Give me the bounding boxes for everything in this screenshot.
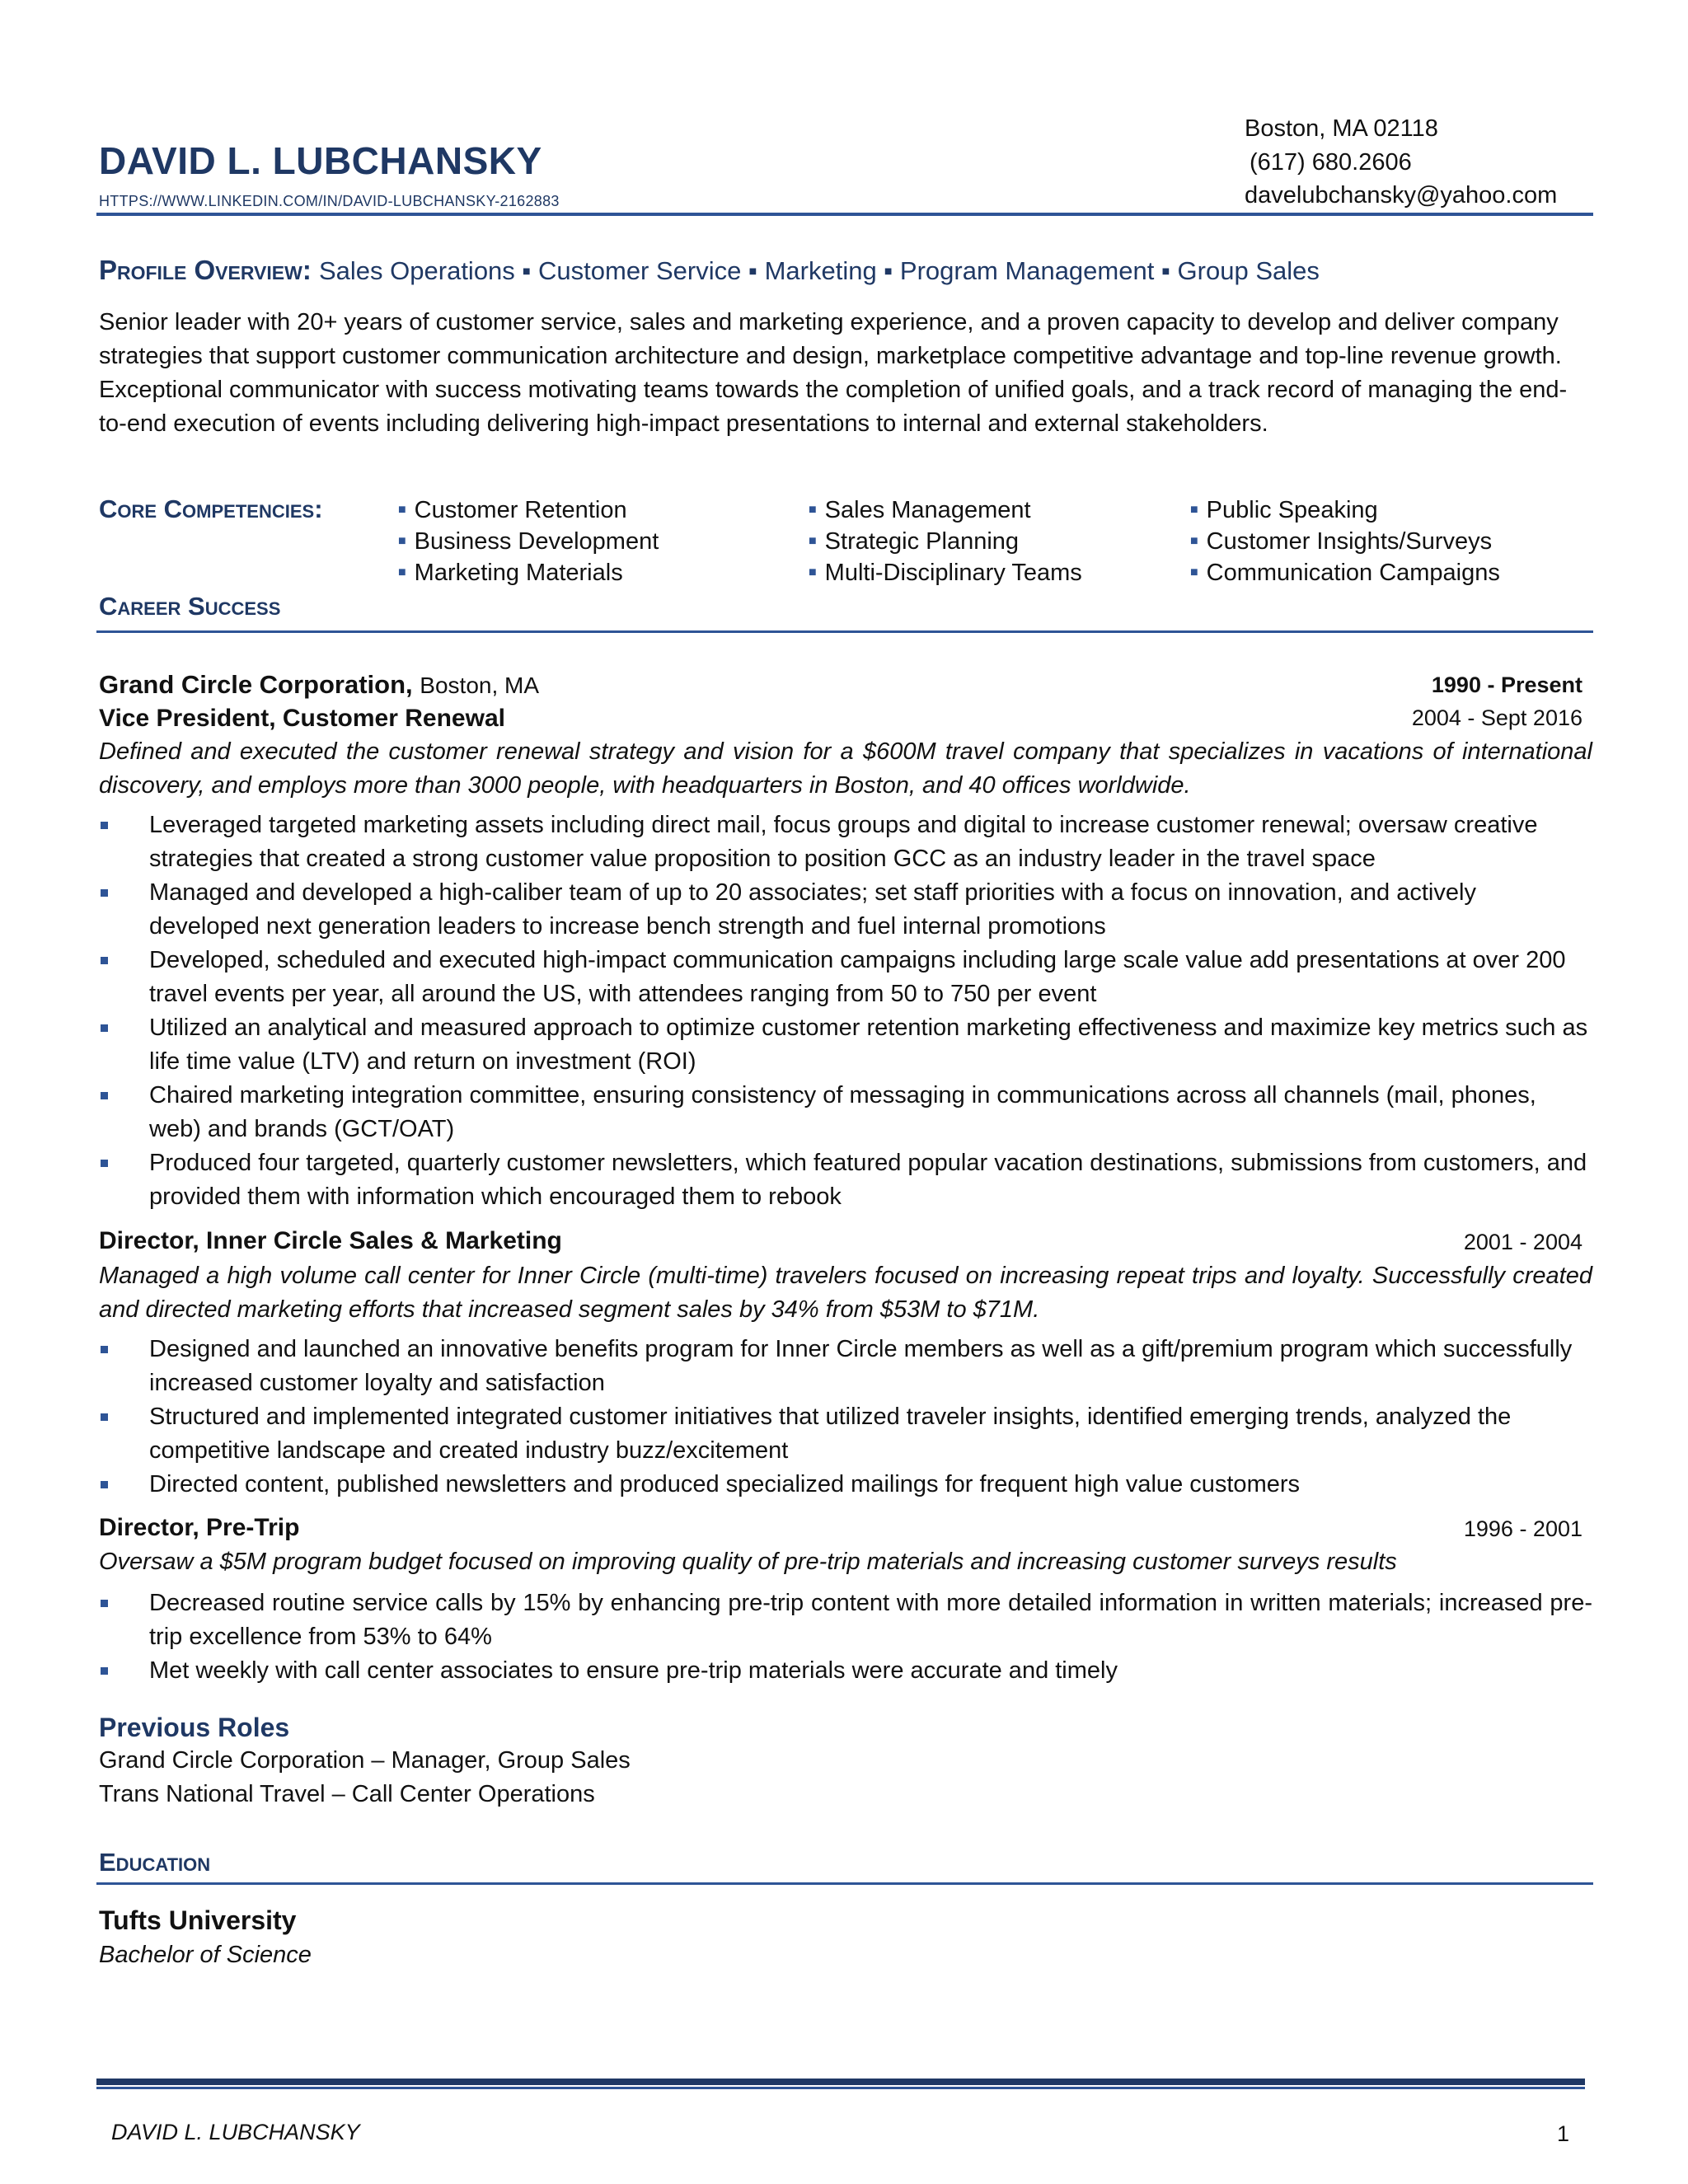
page-number: 1 (1557, 2121, 1570, 2146)
list-item: Utilized an analytical and measured approach to optimize customer retention marketing effectiveness and maximize key metrics such as life time value (LTV) and return on investment (ROI) (99, 1011, 1592, 1079)
role-summary: Oversaw a $5M program budget focused on improving quality of pre-trip materials and increasing customer surveys results (99, 1549, 1397, 1575)
competency-item: ■ Communication Campaigns (1190, 560, 1500, 586)
role-dates: 2004 - Sept 2016 (1411, 705, 1582, 730)
footer-rule-thin (96, 2087, 1585, 2089)
role-bullets (99, 1333, 1592, 1502)
role-summary: Managed a high volume call center for Inner Circle (multi-time) travelers focused on increasing repeat trips and loyalty. Successfully created and directed marketing efforts that increased segment sales by 34% from $53M to $71M. (99, 1263, 1592, 1323)
list-item: Managed and developed a high-caliber team of up to 20 associates; set staff priorities with a focus on innovation, and actively developed next generation leaders to increase bench strength and fuel internal promotions (99, 876, 1592, 944)
footer-rule-thick (96, 2079, 1585, 2085)
career-heading: Career Success (99, 592, 281, 621)
list-item: Chaired marketing integration committee, ensuring consistency of messaging in communications across all channels (mail, phones, web) and brands (GCT/OAT) (99, 1079, 1592, 1146)
list-item: Decreased routine service calls by 15% by enhancing pre-trip content with more detailed information in written materials; increased pre-trip excellence from 53% to 64% (99, 1586, 1592, 1654)
profile-summary: Senior leader with 20+ years of customer service, sales and marketing experience, and a proven capacity to develop and deliver company strategies that support customer communication architecture and design, marketplace competitive advantage and top-line revenue growth. Exceptional communicator with success motivating teams towards the completion of unified goals, and a track record of managing the end-to-end execution of events including delivering high-impact presentations to internal and external stakeholders. (99, 309, 1568, 437)
role-bullets (99, 1586, 1592, 1688)
competency-item: ■ Strategic Planning (809, 528, 1020, 555)
role-dates: 1996 - 2001 (1463, 1516, 1582, 1541)
previous-role-item: Grand Circle Corporation – Manager, Group Sales (99, 1747, 631, 1774)
list-item: Met weekly with call center associates to ensure pre-trip materials were accurate and timely (99, 1654, 1592, 1688)
header-divider (96, 213, 1593, 216)
competency-item: ■ Business Development (398, 528, 659, 555)
list-item: Structured and implemented integrated customer initiatives that utilized traveler insights, identified emerging trends, analyzed the competitive landscape and created industry buzz/excitement (99, 1400, 1592, 1468)
role-dates: 2001 - 2004 (1463, 1230, 1582, 1254)
previous-role-item: Trans National Travel – Call Center Operations (99, 1781, 595, 1807)
career-divider (96, 630, 1593, 633)
competency-item: ■ Multi-Disciplinary Teams (809, 560, 1082, 586)
role-summary: Defined and executed the customer renewal strategy and vision for a $600M travel company that specializes in vacations of international discovery, and employs more than 3000 people, with headquarters in Boston, and 40 offices worldwide. (99, 738, 1592, 799)
competencies-heading: Core Competencies: (99, 494, 323, 523)
competency-item: ■ Marketing Materials (398, 560, 623, 586)
profile-heading-row (99, 255, 1320, 286)
role-title: Director, Pre-Trip (99, 1514, 300, 1541)
list-item: Leveraged targeted marketing assets including direct mail, focus groups and digital to increase customer renewal; oversaw creative strategies that created a strong customer value proposition to position GCC as an industry leader in the travel space (99, 808, 1592, 876)
company-dates: 1990 - Present (1431, 673, 1582, 697)
footer-name: DAVID L. LUBCHANSKY (111, 2120, 360, 2144)
role-bullets (99, 808, 1592, 1214)
education-heading: Education (99, 1848, 211, 1877)
competencies-column-1 (398, 494, 659, 588)
competencies-column-3 (1190, 494, 1500, 588)
competency-item: ■ Customer Insights/Surveys (1190, 528, 1493, 555)
previous-roles-heading: Previous Roles (99, 1713, 290, 1742)
school-name: Tufts University (99, 1905, 297, 1935)
role-title: Vice President, Customer Renewal (99, 705, 505, 732)
candidate-name: DAVID L. LUBCHANSKY (99, 139, 542, 182)
company-line (99, 670, 539, 700)
company-location: Boston, MA (420, 673, 540, 698)
competencies-column-2 (809, 494, 1082, 588)
competency-item: ■ Sales Management (809, 497, 1031, 523)
profile-heading: Profile Overview: (99, 255, 312, 285)
education-divider (96, 1882, 1593, 1885)
contact-email[interactable]: davelubchansky@yahoo.com (1245, 182, 1558, 209)
list-item: Directed content, published newsletters and produced specialized mailings for frequent high value customers (99, 1468, 1592, 1502)
list-item: Developed, scheduled and executed high-impact communication campaigns including large scale value add presentations at over 200 travel events per year, all around the US, with attendees ranging from 50 to 750 per event (99, 944, 1592, 1011)
role-title: Director, Inner Circle Sales & Marketing (99, 1227, 562, 1254)
degree: Bachelor of Science (99, 1942, 312, 1968)
company-name: Grand Circle Corporation, (99, 670, 413, 699)
contact-location: Boston, MA 02118 (1245, 115, 1438, 142)
competency-item: ■ Public Speaking (1190, 497, 1378, 523)
list-item: Produced four targeted, quarterly customer newsletters, which featured popular vacation destinations, submissions from customers, and provided them with information which encouraged them to rebook (99, 1146, 1592, 1214)
contact-phone: (617) 680.2606 (1250, 149, 1412, 176)
linkedin-url[interactable]: HTTPS://WWW.LINKEDIN.COM/IN/DAVID-LUBCHANSKY-2162883 (99, 193, 560, 209)
list-item: Designed and launched an innovative benefits program for Inner Circle members as well as a gift/premium program which successfully increased customer loyalty and satisfaction (99, 1333, 1592, 1400)
competency-item: ■ Customer Retention (398, 497, 627, 523)
profile-areas: Sales Operations ▪ Customer Service ▪ Marketing ▪ Program Management ▪ Group Sales (319, 256, 1320, 285)
